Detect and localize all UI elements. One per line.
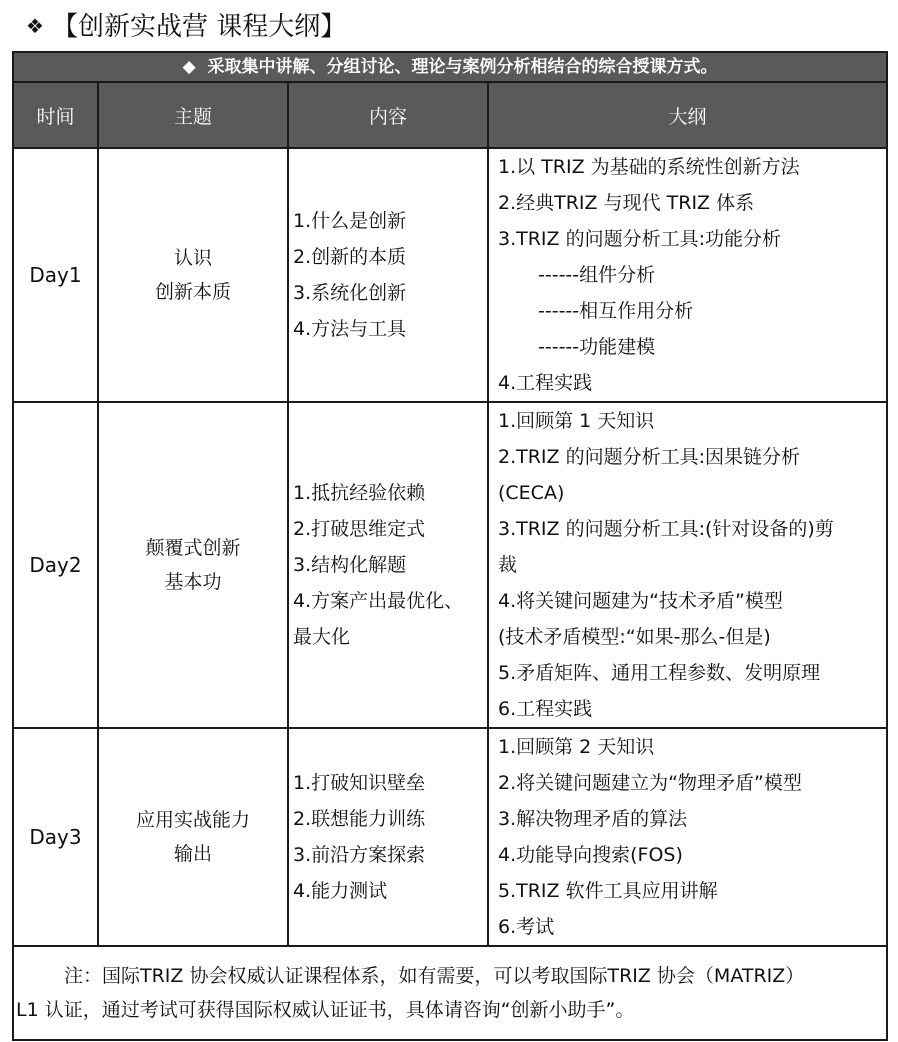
small-diamond-icon: ◆ xyxy=(182,57,196,77)
banner-text: 采取集中讲解、分组讨论、理论与案例分析相结合的综合授课方式。 xyxy=(207,57,718,77)
header-content: 内容 xyxy=(288,82,488,148)
table-row-day2 xyxy=(13,402,887,728)
outline-item: 3.TRIZ 的问题分析工具:功能分析 xyxy=(498,228,781,250)
outline-cell xyxy=(488,402,887,728)
outline-subitem: ------功能建模 xyxy=(538,336,656,358)
outline-cell xyxy=(488,728,887,946)
outline-item: 4.工程实践 xyxy=(498,372,593,394)
content-item: 3.前沿方案探索 xyxy=(293,844,426,866)
note-line: L1 认证，通过考试可获得国际权威认证证书，具体请咨询“创新小助手”。 xyxy=(16,999,635,1021)
topic-line: 创新本质 xyxy=(154,281,231,303)
outline-item: 1.以 TRIZ 为基础的系统性创新方法 xyxy=(498,156,800,178)
table-row-day1 xyxy=(13,148,887,402)
outline-item: 1.回顾第 2 天知识 xyxy=(498,736,655,758)
content-item: 3.系统化创新 xyxy=(293,282,407,304)
outline-item: 6.工程实践 xyxy=(498,698,593,720)
day-label: Day2 xyxy=(13,402,98,728)
outline-subitem: ------相互作用分析 xyxy=(538,300,694,322)
content-item: 最大化 xyxy=(293,626,351,648)
content-item: 4.方法与工具 xyxy=(293,318,407,340)
outline-item: 2.将关键问题建立为“物理矛盾”模型 xyxy=(498,772,802,794)
outline-item: (技术矛盾模型:“如果-那么-但是) xyxy=(498,626,771,648)
topic-line: 应用实战能力 xyxy=(135,809,250,831)
content-item: 1.什么是创新 xyxy=(293,210,407,232)
banner-row xyxy=(13,52,887,82)
topic-line: 基本功 xyxy=(164,571,222,593)
outline-item: (CECA) xyxy=(498,482,565,504)
outline-item: 1.回顾第 1 天知识 xyxy=(498,410,655,432)
page-title xyxy=(26,6,346,46)
topic-cell xyxy=(98,402,288,728)
outline-subitem: ------组件分析 xyxy=(538,264,656,286)
content-item: 2.创新的本质 xyxy=(293,246,407,268)
outline-item: 裁 xyxy=(498,554,518,576)
teaching-method-banner xyxy=(13,52,887,82)
page-title-text: 【创新实战营 课程大纲】 xyxy=(51,12,347,42)
content-item: 1.打破知识壁垒 xyxy=(293,772,426,794)
header-outline: 大纲 xyxy=(488,82,887,148)
content-item: 2.打破思维定式 xyxy=(293,518,426,540)
outline-item: 2.经典TRIZ 与现代 TRIZ 体系 xyxy=(498,192,755,214)
header-time: 时间 xyxy=(13,82,98,148)
content-item: 4.能力测试 xyxy=(293,880,388,902)
outline-cell xyxy=(488,148,887,402)
content-item: 4.方案产出最优化、 xyxy=(293,590,464,612)
syllabus-table xyxy=(12,51,888,1041)
outline-item: 4.将关键问题建为“技术矛盾”模型 xyxy=(498,590,783,612)
diamond-bullet-icon: ❖ xyxy=(26,14,44,38)
table-row-day3 xyxy=(13,728,887,946)
day-label: Day3 xyxy=(13,728,98,946)
outline-item: 5.TRIZ 软件工具应用讲解 xyxy=(498,880,718,902)
topic-cell xyxy=(98,148,288,402)
header-topic: 主题 xyxy=(98,82,288,148)
outline-item: 3.TRIZ 的问题分析工具:(针对设备的)剪 xyxy=(498,518,834,540)
outline-item: 2.TRIZ 的问题分析工具:因果链分析 xyxy=(498,446,800,468)
outline-item: 6.考试 xyxy=(498,916,555,938)
topic-line: 输出 xyxy=(173,843,212,865)
content-cell xyxy=(288,728,488,946)
certification-note xyxy=(13,946,887,1040)
content-item: 3.结构化解题 xyxy=(293,554,407,576)
outline-item: 4.功能导向搜索(FOS) xyxy=(498,844,683,866)
note-row xyxy=(13,946,887,1040)
content-cell xyxy=(288,148,488,402)
topic-cell xyxy=(98,728,288,946)
outline-item: 3.解决物理矛盾的算法 xyxy=(498,808,688,830)
outline-item: 5.矛盾矩阵、通用工程参数、发明原理 xyxy=(498,662,821,684)
content-cell xyxy=(288,402,488,728)
topic-line: 颠覆式创新 xyxy=(145,537,241,559)
content-item: 2.联想能力训练 xyxy=(293,808,426,830)
content-item: 1.抵抗经验依赖 xyxy=(293,482,426,504)
note-line: 注：国际TRIZ 协会权威认证课程体系，如有需要，可以考取国际TRIZ 协会（MATRIZ） xyxy=(64,965,805,987)
topic-line: 认识 xyxy=(173,247,212,269)
header-row xyxy=(13,82,887,148)
day-label: Day1 xyxy=(13,148,98,402)
